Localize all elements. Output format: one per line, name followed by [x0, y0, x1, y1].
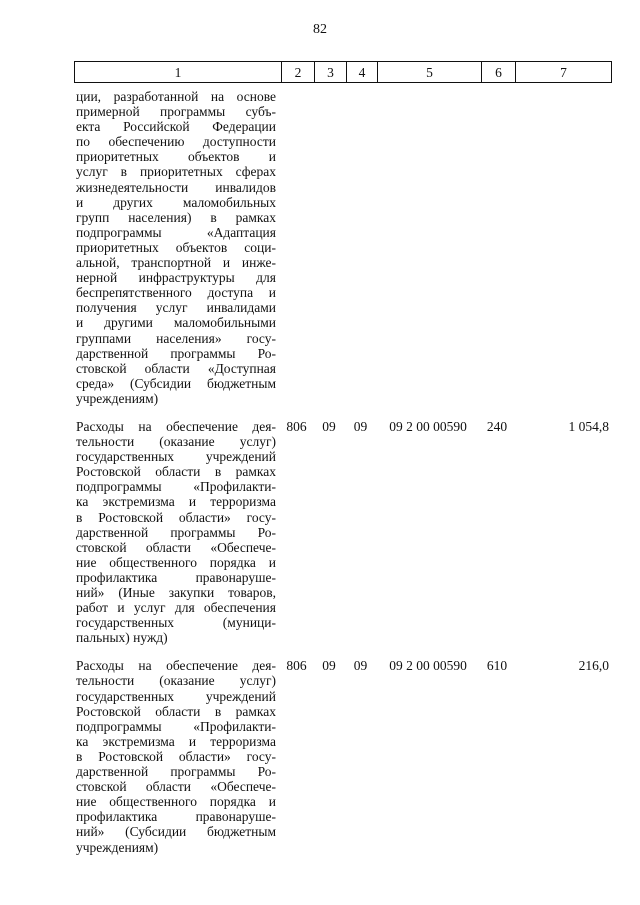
row-description [76, 658, 276, 854]
description-line: учреждениям) [76, 390, 159, 406]
description-line: профилактика правонаруше- [76, 569, 276, 585]
column-header-4: 4 [346, 62, 377, 82]
description-line: дарственной программы Ро- [76, 764, 276, 780]
description-line: Ростовской области в рамках [76, 703, 276, 719]
description-line: государственных учреждений [76, 688, 276, 704]
description-line: подпрограммы «Профилакти- [76, 479, 276, 495]
description-line: ка экстремизма и терроризма [76, 494, 276, 510]
description-line: ние общественного порядка и [76, 554, 276, 570]
description-line: по обеспечению доступности [76, 134, 276, 150]
page-number: 82 [313, 22, 327, 37]
description-line: тельности (оказание услуг) [76, 434, 276, 450]
description-line: работ и услуг для обеспечения [76, 600, 276, 616]
table-row [74, 658, 612, 854]
target-article-code: 09 2 00 00590 [389, 418, 467, 434]
description-line: и других маломобильных [76, 194, 276, 210]
description-line: примерной программы субъ- [76, 104, 276, 120]
column-header-6: 6 [481, 62, 515, 82]
amount-value: 216,0 [578, 658, 609, 674]
description-line: ний» (Субсидии бюджетным [76, 824, 276, 840]
table-row [74, 89, 612, 406]
description-line: учреждениям) [76, 839, 159, 855]
description-line: стовской области «Доступная [76, 360, 276, 376]
description-line: в Ростовской области» госу- [76, 509, 276, 525]
description-line: Расходы на обеспечение дея- [76, 418, 276, 434]
description-line: ка экстремизма и терроризма [76, 733, 276, 749]
target-article-code: 09 2 00 00590 [389, 658, 467, 674]
description-line: и другими маломобильными [76, 315, 276, 331]
description-line: Расходы на обеспечение дея- [76, 658, 276, 674]
amount-value: 1 054,8 [568, 418, 609, 434]
description-line: приоритетных объектов соци- [76, 239, 276, 255]
subsection-code: 09 [353, 418, 368, 434]
table-body [74, 89, 612, 855]
column-header-5: 5 [377, 62, 481, 82]
table-row [74, 419, 612, 645]
description-line: альной, транспортной и инже- [76, 255, 276, 271]
column-header-7: 7 [515, 62, 611, 82]
description-line: беспрепятственного доступа и [76, 285, 276, 301]
description-line: стовской области «Обеспече- [76, 539, 276, 555]
expense-type-code: 240 [486, 418, 508, 434]
subsection-code: 09 [353, 658, 368, 674]
description-line: приоритетных объектов и [76, 149, 276, 165]
ved-code: 806 [286, 658, 307, 674]
row-description [76, 89, 276, 406]
description-line: ции, разработанной на основе [76, 89, 276, 104]
description-line: среда» (Субсидии бюджетным [76, 375, 276, 391]
description-line: государственных учреждений [76, 449, 276, 465]
column-header-1: 1 [174, 65, 182, 80]
description-line: профилактика правонаруше- [76, 809, 276, 825]
description-line: подпрограммы «Адаптация [76, 224, 276, 240]
ved-code: 806 [286, 418, 307, 434]
description-line: государственных (муници- [76, 615, 276, 631]
description-line: пальных) нужд) [76, 630, 168, 646]
description-line: в Ростовской области» госу- [76, 748, 276, 764]
description-line: ние общественного порядка и [76, 794, 276, 810]
column-header-3: 3 [314, 62, 346, 82]
description-line: нерной инфраструктуры для [76, 270, 276, 286]
table-header-row [74, 61, 612, 83]
budget-table [74, 61, 612, 855]
description-line: подпрограммы «Профилакти- [76, 718, 276, 734]
section-code: 09 [322, 658, 336, 674]
description-line: стовской области «Обеспече- [76, 779, 276, 795]
description-line: услуг в приоритетных сферах [76, 164, 276, 180]
description-line: Ростовской области в рамках [76, 464, 276, 480]
description-line: жизнедеятельности инвалидов [76, 179, 276, 195]
description-line: екта Российской Федерации [76, 119, 276, 135]
section-code: 09 [322, 418, 336, 434]
description-line: групп населения) в рамках [76, 209, 276, 225]
row-description [76, 419, 276, 645]
expense-type-code: 610 [486, 658, 508, 674]
column-header-2: 2 [281, 62, 314, 82]
description-line: ний» (Иные закупки товаров, [76, 585, 276, 600]
description-line: дарственной программы Ро- [76, 524, 276, 540]
description-line: дарственной программы Ро- [76, 345, 276, 361]
description-line: получения услуг инвалидами [76, 300, 276, 316]
description-line: группами населения» госу- [76, 330, 276, 346]
description-line: тельности (оказание услуг) [76, 673, 276, 689]
